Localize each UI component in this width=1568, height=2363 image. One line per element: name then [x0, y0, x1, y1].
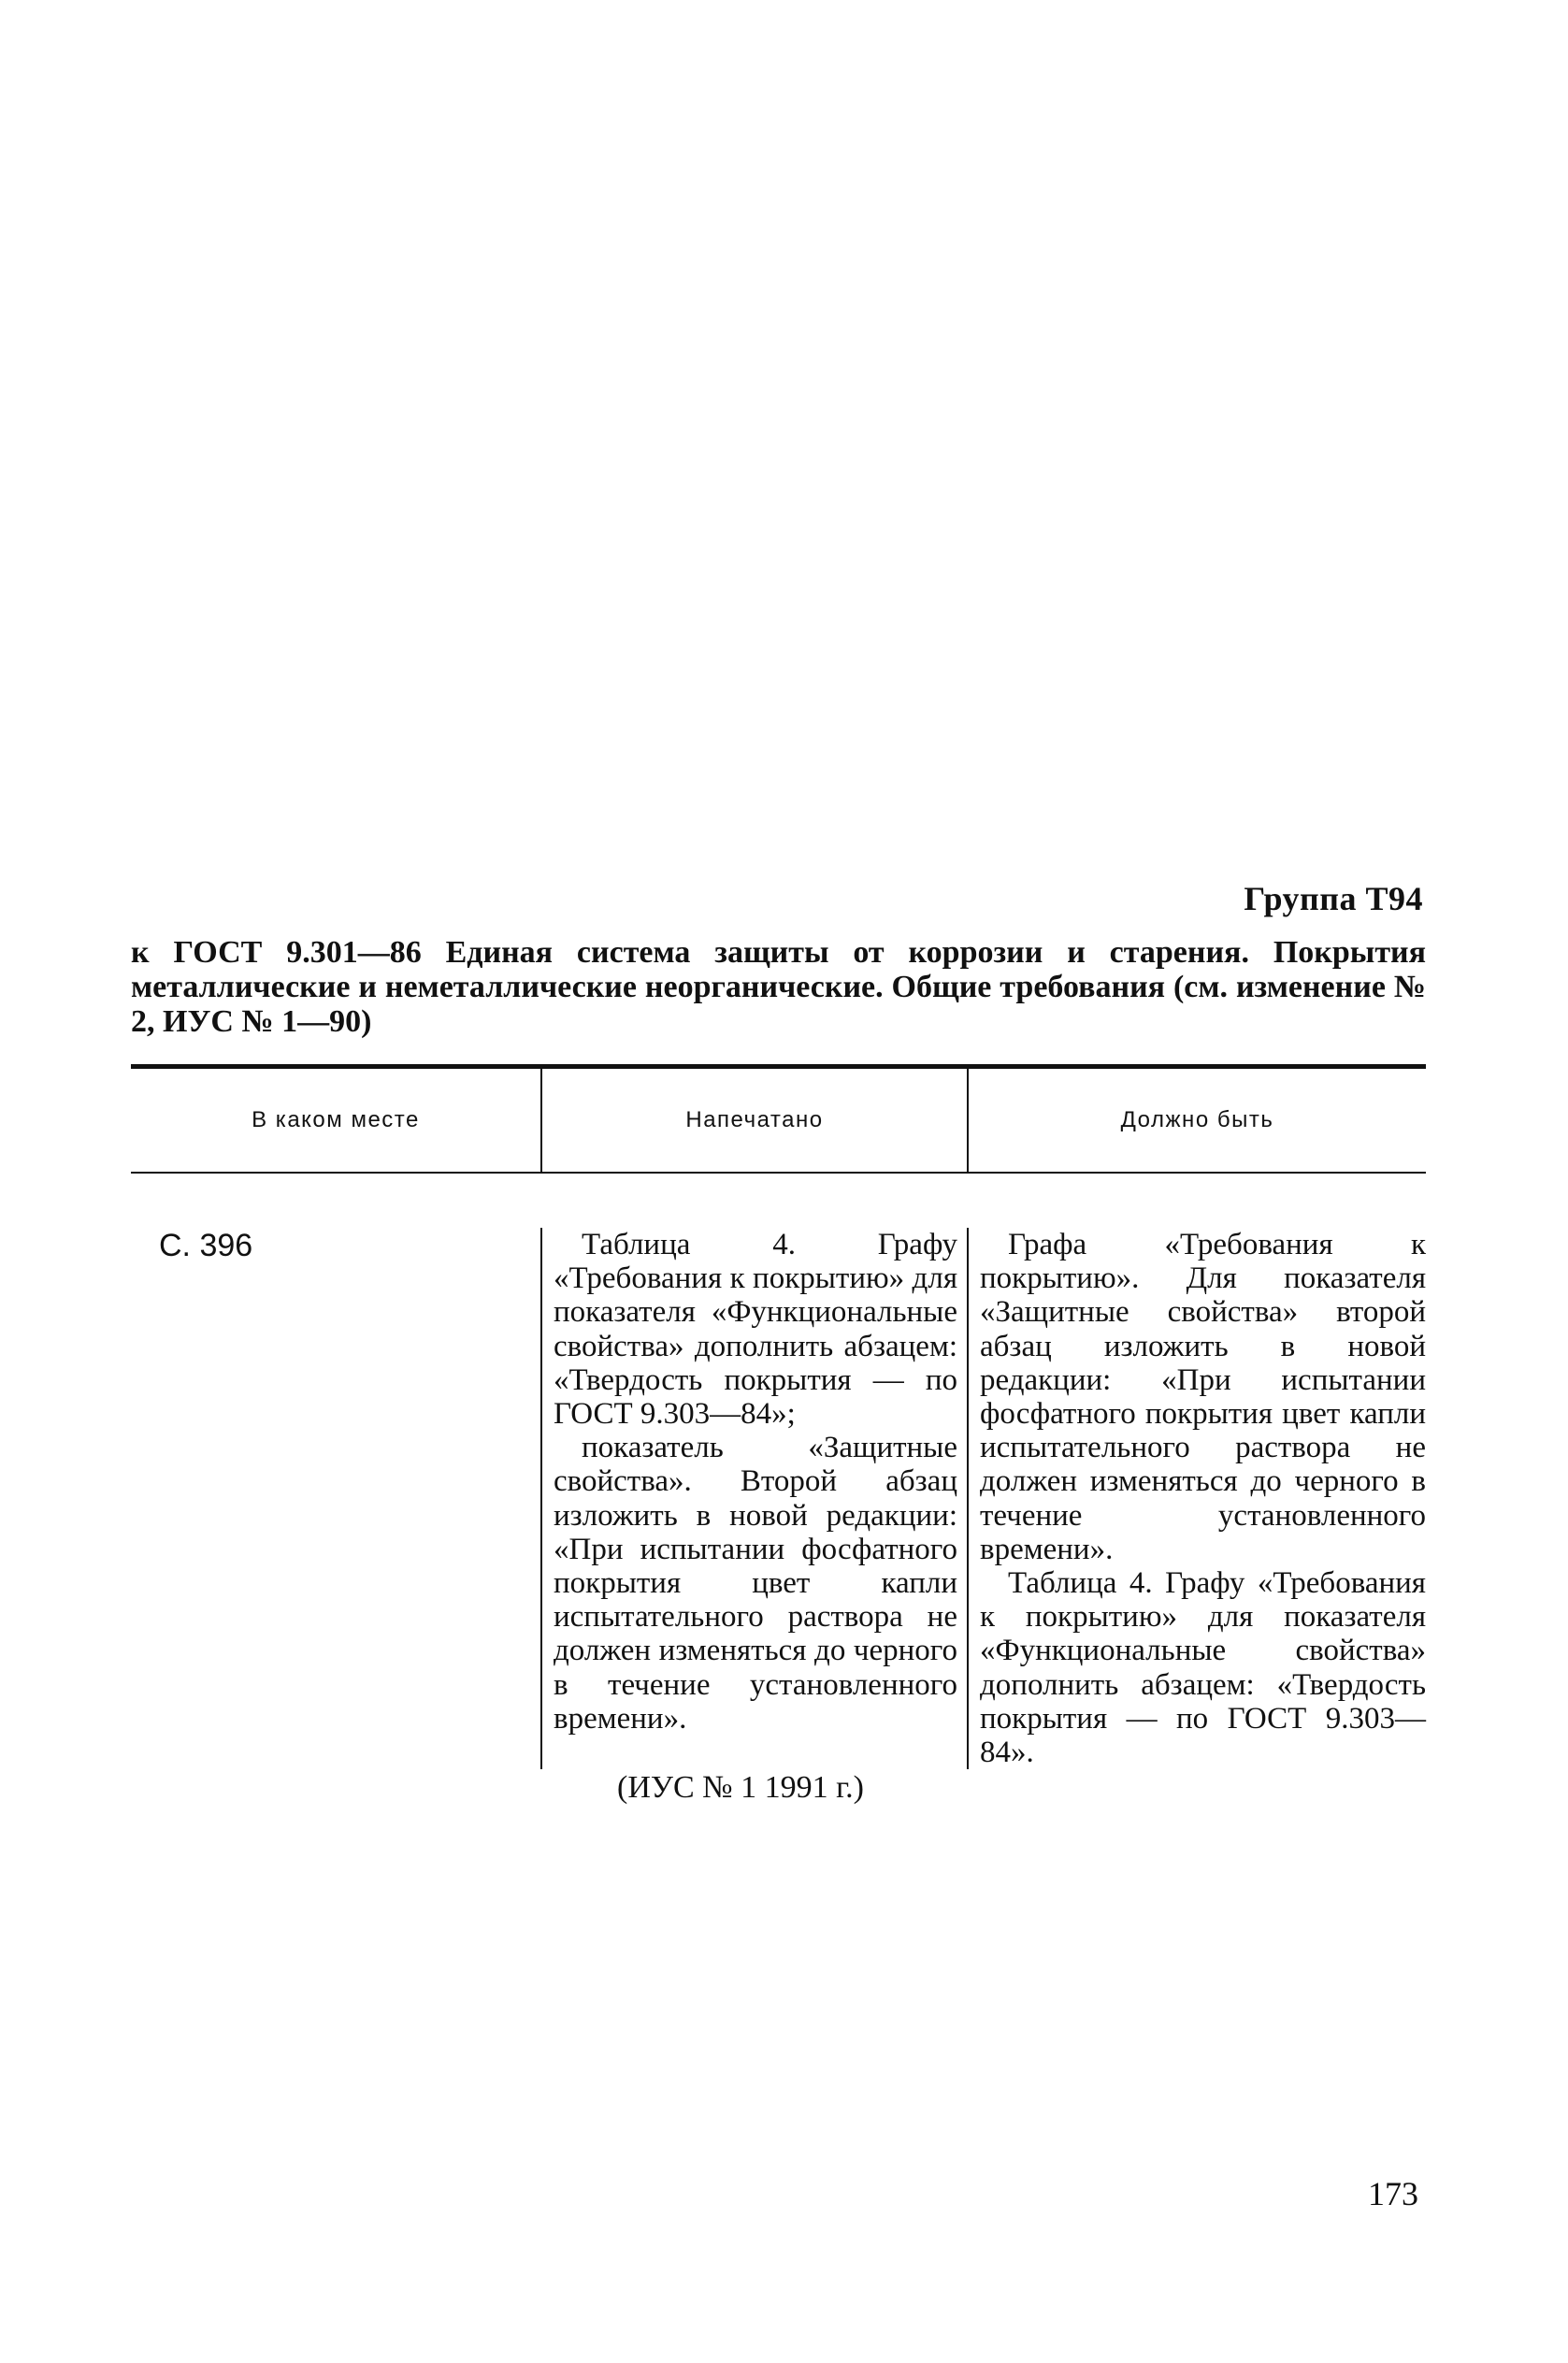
- document-heading: к ГОСТ 9.301—86 Единая система защиты от коррозии и старения. Покрытия металлические и неметаллические неорганические. Общие требования (см. изменение № 2, ИУС № 1—90): [131, 935, 1426, 1039]
- table-header-row: [131, 1069, 1426, 1174]
- table-row: [131, 1174, 1426, 1769]
- should-be-paragraph-1: Графа «Требования к покрытию». Для показателя «Защитные свойства» второй абзац изложить в новой редакции: «При испытании фосфатного покрытия цвет капли испытательного раствора не должен изменяться до черного в течение установленного времени».: [980, 1228, 1426, 1566]
- cell-where: [131, 1228, 540, 1769]
- group-label: Группа Т94: [1244, 880, 1423, 917]
- printed-paragraph-1: Таблица 4. Графу «Требования к покрытию» для показателя «Функциональные свойства» дополнить абзацем: «Твердость покрытия — по ГОСТ 9.303—84»;: [554, 1228, 957, 1432]
- header-printed: Напечатано: [540, 1069, 967, 1172]
- amendment-table: [131, 1064, 1426, 1769]
- should-be-paragraph-2: Таблица 4. Графу «Требования к покрытию» для показателя «Функциональные свойства» дополнить абзацем: «Твердость покрытия — по ГОСТ 9.303—84».: [980, 1566, 1426, 1770]
- source-note: (ИУС № 1 1991 г.): [617, 1770, 864, 1805]
- printed-paragraph-2: показатель «Защитные свойства». Второй абзац изложить в новой редакции: «При испытании фосфатного покрытия цвет капли испытательного раствора не должен изменяться до черного в течение установленного времени».: [554, 1431, 957, 1736]
- header-should-be: Должно быть: [967, 1069, 1426, 1172]
- cell-should-be: [967, 1228, 1426, 1769]
- cell-printed: [540, 1228, 967, 1769]
- page-reference: С. 396: [159, 1228, 253, 1263]
- header-where: В каком месте: [252, 1107, 420, 1132]
- page-number: 173: [1368, 2175, 1418, 2212]
